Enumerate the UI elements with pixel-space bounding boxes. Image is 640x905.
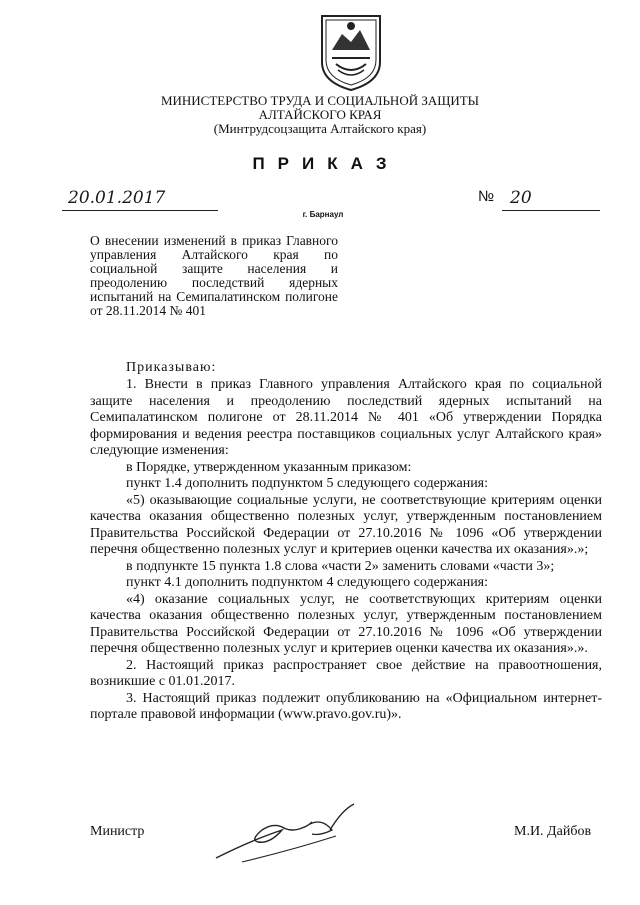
paragraph-4: «5) оказывающие социальные услуги, не соответствующие критериям оценки качества оказания общественно полезных услуг, утвержденным постановлением Правительства Российской Федерации от 27.10.2016 № 1096 «Об утверждении перечня общественно полезных услуг и критериев оценки качества их оказания».»;: [90, 492, 602, 557]
document-body: [90, 377, 602, 724]
paragraph-5: в подпункте 15 пункта 1.8 слова «части 2» заменить словами «части 3»;: [126, 558, 555, 574]
number-label: №: [478, 188, 495, 205]
paragraph-9: 3. Настоящий приказ подлежит опубликованию на «Официальном интернет-портале правовой информации (www.pravo.gov.ru)».: [90, 690, 602, 722]
paragraph-8: 2. Настоящий приказ распространяет свое действие на правоотношения, возникшие с 01.01.2017.: [90, 657, 602, 689]
number-field: [502, 190, 600, 211]
coat-of-arms-icon: [318, 10, 384, 92]
ministry-short-name: (Минтрудсоцзащита Алтайского края): [213, 121, 427, 136]
subject-text: О внесении изменений в приказ Главного управления Алтайского края по социальной защите населения и преодолению последствий ядерных испытаний на Семипалатинском полигоне от 28.11.2014 № 401: [90, 233, 338, 318]
date-field: [62, 190, 218, 211]
document-date: 20.01.2017: [68, 188, 166, 208]
signer-name: М.И. Дайбов: [514, 824, 592, 839]
paragraph-7: «4) оказание социальных услуг, не соответствующих критериям оценки качества оказания общественно полезных услуг, утвержденным постановлением Правительства Российской Федерации от 27.10.2016 № 1096 «Об утверждении перечня общественно полезных услуг и критериев оценки качества их оказания».».: [90, 591, 602, 656]
city-label: г. Барнаул: [302, 210, 344, 219]
document-subject: [90, 234, 338, 318]
paragraph-1: 1. Внести в приказ Главного управления Алтайского края по социальной защите населения и преодолению последствий ядерных испытаний на Семипалатинском полигоне от 28.11.2014 № 401 «Об утверждении Порядка формирования и ведения реестра поставщиков социальных услуг Алтайского края» следующие изменения:: [90, 377, 602, 458]
ministry-name-line1: МИНИСТЕРСТВО ТРУДА И СОЦИАЛЬНОЙ ЗАЩИТЫ: [160, 93, 480, 108]
ministry-name-line2: АЛТАЙСКОГО КРАЯ: [258, 107, 382, 122]
order-word: Приказываю:: [126, 360, 217, 375]
handwritten-signature: [212, 800, 362, 866]
paragraph-2: в Порядке, утвержденном указанным приказом:: [126, 459, 412, 475]
document-title: ПРИКАЗ: [252, 154, 400, 173]
paragraph-6: пункт 4.1 дополнить подпунктом 4 следующего содержания:: [126, 575, 489, 590]
document-number: 20: [510, 188, 532, 208]
signer-position: Министр: [90, 824, 145, 839]
paragraph-3: пункт 1.4 дополнить подпунктом 5 следующего содержания:: [126, 476, 489, 491]
